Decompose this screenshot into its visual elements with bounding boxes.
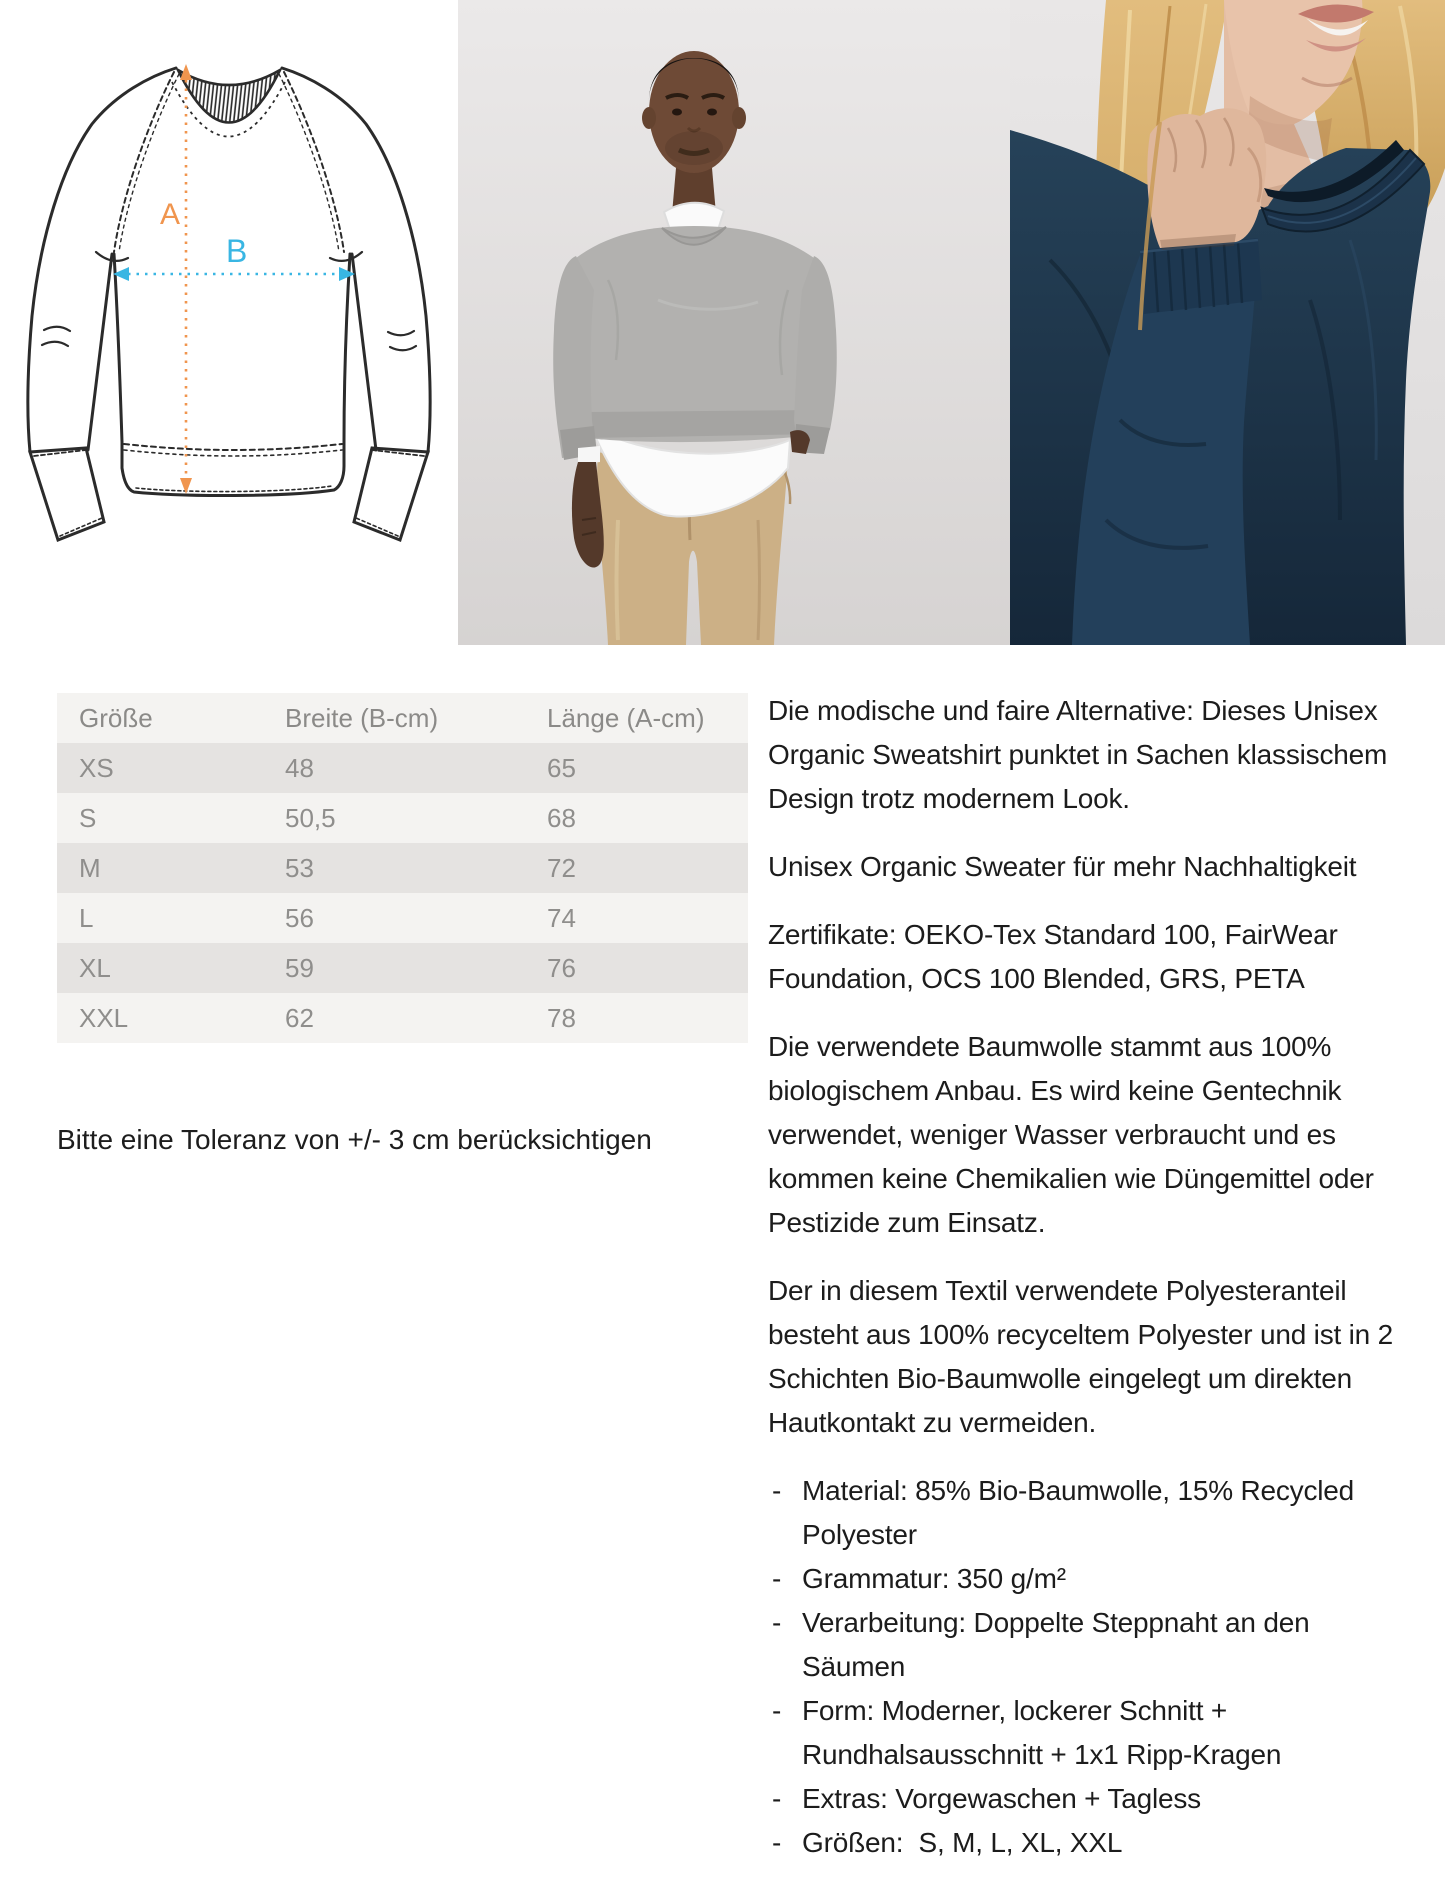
spec-item-grammatur: - Grammatur: 350 g/m²: [768, 1557, 1412, 1601]
bullet-dash: -: [772, 1827, 782, 1858]
bullet-dash: -: [772, 1475, 782, 1506]
measure-b-arrow-icon: [113, 233, 355, 281]
table-row: XL 59 76: [57, 943, 748, 993]
description-paragraph: Zertifikate: OEKO-Tex Standard 100, FairWear Foundation, OCS 100 Blended, GRS, PETA: [768, 919, 1338, 994]
description-paragraph: [768, 1025, 1412, 1245]
spec-item-form: - Form: Moderner, lockerer Schnitt + Rundhalsausschnitt + 1x1 Ripp-Kragen: [768, 1689, 1412, 1777]
col-header-length: Länge (A-cm): [547, 702, 705, 733]
description-paragraph: Unisex Organic Sweater für mehr Nachhaltigkeit: [768, 851, 1357, 882]
col-header-size: Größe: [79, 702, 153, 733]
size-table: [57, 693, 748, 1043]
measure-a-arrow-icon: [160, 64, 192, 494]
bullet-dash: -: [772, 1783, 782, 1814]
table-row: XXL 62 78: [57, 993, 748, 1043]
hero-images-row: [0, 0, 1445, 645]
bullet-dash: -: [772, 1695, 782, 1726]
description-sentence: Die verwendete Baumwolle stammt aus 100% biologischem Anbau.: [768, 1031, 1332, 1106]
bullet-dash: -: [772, 1563, 782, 1594]
sweatshirt-outline: [28, 68, 430, 540]
table-row: S 50,5 68: [57, 793, 748, 843]
size-table-header: [57, 693, 748, 743]
male-model-illustration: [458, 0, 1010, 645]
description-paragraph: Die modische und faire Alternative: Dieses Unisex Organic Sweatshirt punktet in Sachen klassischem Design trotz modernem Look.: [768, 695, 1388, 814]
col-header-width: Breite (B-cm): [285, 702, 439, 733]
size-diagram-panel: [0, 0, 458, 645]
spec-item-extras: - Extras: Vorgewaschen + Tagless: [768, 1777, 1412, 1821]
spec-item-verarbeitung: - Verarbeitung: Doppelte Steppnaht an den Säumen: [768, 1601, 1412, 1689]
grey-sweatshirt: [553, 226, 837, 460]
spec-item-groessen: - Größen: S, M, L, XL, XXL: [768, 1821, 1412, 1865]
sweatshirt-measure-diagram: [0, 0, 458, 645]
table-row: XS 48 65: [57, 743, 748, 793]
table-row: M 53 72: [57, 843, 748, 893]
spec-list: [768, 1469, 1412, 1865]
model-photo-female: [1010, 0, 1445, 645]
description-sentence: Es wird keine Gentechnik verwendet, weniger Wasser verbraucht und es kommen keine Chemikalien wie Düngemittel oder Pestizide zum Einsatz.: [768, 1075, 1374, 1238]
product-description: [768, 689, 1412, 1865]
tolerance-note: Bitte eine Toleranz von +/- 3 cm berücksichtigen: [57, 1124, 652, 1155]
table-row: L 56 74: [57, 893, 748, 943]
description-paragraph: Der in diesem Textil verwendete Polyesteranteil besteht aus 100% recyceltem Polyester und ist in 2 Schichten Bio-Baumwolle eingelegt um direkten Hautkontakt zu vermeiden.: [768, 1275, 1394, 1438]
female-model-illustration: [1010, 0, 1445, 645]
measure-a-label: A: [160, 198, 181, 231]
measure-b-label: B: [226, 233, 248, 269]
bullet-dash: -: [772, 1607, 782, 1638]
spec-item-material: - Material: 85% Bio-Baumwolle, 15% Recycled Polyester: [768, 1469, 1412, 1557]
model-photo-male: [458, 0, 1010, 645]
